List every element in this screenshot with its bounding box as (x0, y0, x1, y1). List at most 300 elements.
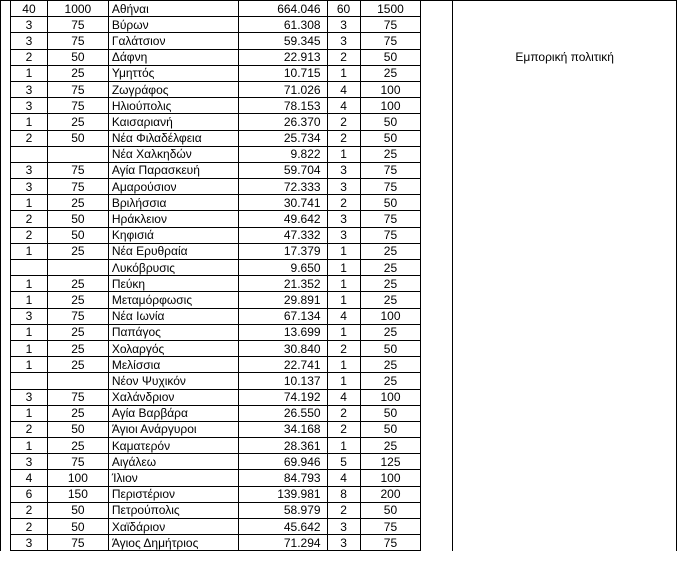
table-row (1, 324, 677, 340)
blank-cell (421, 405, 453, 421)
blank-cell (421, 438, 453, 454)
population-cell: 9.650 (238, 260, 327, 276)
amount-new-cell: 100 (360, 81, 421, 97)
amount-cell: 75 (47, 454, 108, 470)
population-cell: 72.333 (238, 179, 327, 195)
count-new-cell: 4 (327, 98, 360, 114)
row-edge-cell (1, 49, 11, 65)
table-row (1, 519, 677, 535)
row-edge-cell (1, 308, 11, 324)
note-cell (453, 389, 677, 405)
note-cell (453, 162, 677, 178)
municipality-cell: Νέον Ψυχικόν (108, 373, 238, 389)
count-cell: 2 (10, 130, 47, 146)
municipality-cell: Ζωγράφος (108, 81, 238, 97)
count-cell: 3 (10, 179, 47, 195)
row-edge-cell (1, 470, 11, 486)
count-new-cell: 2 (327, 130, 360, 146)
row-edge-cell (1, 98, 11, 114)
municipality-cell: Κηφισιά (108, 227, 238, 243)
amount-cell: 50 (47, 502, 108, 518)
population-cell: 17.379 (238, 243, 327, 259)
count-cell: 2 (10, 227, 47, 243)
municipality-cell: Ίλιον (108, 470, 238, 486)
population-cell: 28.361 (238, 438, 327, 454)
count-new-cell: 3 (327, 227, 360, 243)
table-row (1, 260, 677, 276)
municipality-cell: Γαλάτσιον (108, 33, 238, 49)
note-cell (453, 470, 677, 486)
count-cell: 1 (10, 276, 47, 292)
amount-cell (47, 146, 108, 162)
blank-cell (421, 486, 453, 502)
count-cell: 1 (10, 438, 47, 454)
count-new-cell: 4 (327, 81, 360, 97)
population-cell: 664.046 (238, 1, 327, 17)
population-cell: 84.793 (238, 470, 327, 486)
blank-cell (421, 389, 453, 405)
blank-cell (421, 227, 453, 243)
blank-cell (421, 146, 453, 162)
count-cell: 3 (10, 454, 47, 470)
row-edge-cell (1, 65, 11, 81)
count-new-cell: 3 (327, 33, 360, 49)
amount-cell: 50 (47, 227, 108, 243)
amount-cell: 75 (47, 17, 108, 33)
amount-cell: 25 (47, 357, 108, 373)
count-new-cell: 1 (327, 146, 360, 162)
row-edge-cell (1, 486, 11, 502)
count-new-cell: 3 (327, 162, 360, 178)
table-row (1, 243, 677, 259)
count-new-cell: 3 (327, 535, 360, 551)
count-new-cell: 4 (327, 470, 360, 486)
row-edge-cell (1, 130, 11, 146)
amount-cell: 25 (47, 405, 108, 421)
population-cell: 10.137 (238, 373, 327, 389)
note-cell (453, 454, 677, 470)
count-cell: 2 (10, 421, 47, 437)
count-cell: 40 (10, 1, 47, 17)
note-cell (453, 1, 677, 17)
count-new-cell: 4 (327, 308, 360, 324)
row-edge-cell (1, 227, 11, 243)
note-cell (453, 486, 677, 502)
count-cell: 1 (10, 324, 47, 340)
count-new-cell: 3 (327, 179, 360, 195)
note-cell (453, 373, 677, 389)
row-edge-cell (1, 357, 11, 373)
blank-cell (421, 98, 453, 114)
amount-new-cell: 200 (360, 486, 421, 502)
population-cell: 34.168 (238, 421, 327, 437)
population-cell: 45.642 (238, 519, 327, 535)
row-edge-cell (1, 1, 11, 17)
count-cell: 3 (10, 389, 47, 405)
municipality-cell: Νέα Φιλαδέλφεια (108, 130, 238, 146)
population-cell: 22.913 (238, 49, 327, 65)
amount-cell: 25 (47, 65, 108, 81)
amount-cell: 150 (47, 486, 108, 502)
table-row (1, 17, 677, 33)
amount-cell: 75 (47, 162, 108, 178)
blank-cell (421, 49, 453, 65)
table-row (1, 98, 677, 114)
population-cell: 59.704 (238, 162, 327, 178)
table-row (1, 535, 677, 551)
blank-cell (421, 502, 453, 518)
municipality-cell: Χαλάνδριον (108, 389, 238, 405)
municipality-cell: Μελίσσια (108, 357, 238, 373)
count-cell: 3 (10, 98, 47, 114)
count-cell: 2 (10, 502, 47, 518)
amount-cell: 50 (47, 421, 108, 437)
count-new-cell: 1 (327, 276, 360, 292)
amount-new-cell: 50 (360, 130, 421, 146)
count-new-cell: 2 (327, 49, 360, 65)
population-cell: 21.352 (238, 276, 327, 292)
municipality-cell: Αγία Παρασκευή (108, 162, 238, 178)
note-cell (453, 502, 677, 518)
amount-new-cell: 50 (360, 114, 421, 130)
count-new-cell: 8 (327, 486, 360, 502)
row-edge-cell (1, 243, 11, 259)
municipality-cell: Παπάγος (108, 324, 238, 340)
table-row (1, 1, 677, 17)
municipality-cell: Καισαριανή (108, 114, 238, 130)
note-cell (453, 519, 677, 535)
note-cell (453, 324, 677, 340)
row-edge-cell (1, 17, 11, 33)
population-cell: 58.979 (238, 502, 327, 518)
blank-cell (421, 373, 453, 389)
amount-cell: 75 (47, 33, 108, 49)
amount-new-cell: 75 (360, 211, 421, 227)
municipality-cell: Αμαρούσιον (108, 179, 238, 195)
municipality-cell: Νέα Ερυθραία (108, 243, 238, 259)
amount-new-cell: 50 (360, 340, 421, 356)
count-cell: 3 (10, 81, 47, 97)
count-new-cell: 1 (327, 324, 360, 340)
population-cell: 59.345 (238, 33, 327, 49)
table-row (1, 81, 677, 97)
blank-cell (421, 421, 453, 437)
count-cell: 1 (10, 114, 47, 130)
amount-new-cell: 75 (360, 519, 421, 535)
table-row (1, 33, 677, 49)
municipality-cell: Νέα Ιωνία (108, 308, 238, 324)
note-cell (453, 308, 677, 324)
count-cell: 1 (10, 357, 47, 373)
count-new-cell: 2 (327, 405, 360, 421)
count-cell: 3 (10, 33, 47, 49)
amount-cell: 100 (47, 470, 108, 486)
municipality-cell: Μεταμόρφωσις (108, 292, 238, 308)
population-cell: 71.294 (238, 535, 327, 551)
amount-cell: 75 (47, 81, 108, 97)
blank-cell (421, 454, 453, 470)
count-cell (10, 260, 47, 276)
population-cell: 61.308 (238, 17, 327, 33)
row-edge-cell (1, 146, 11, 162)
row-edge-cell (1, 389, 11, 405)
municipality-cell: Ηλιούπολις (108, 98, 238, 114)
amount-new-cell: 50 (360, 195, 421, 211)
population-cell: 13.699 (238, 324, 327, 340)
row-edge-cell (1, 324, 11, 340)
count-new-cell: 1 (327, 292, 360, 308)
population-cell: 9.822 (238, 146, 327, 162)
blank-cell (421, 195, 453, 211)
blank-cell (421, 162, 453, 178)
amount-cell: 50 (47, 130, 108, 146)
blank-cell (421, 65, 453, 81)
count-new-cell: 2 (327, 340, 360, 356)
count-cell: 3 (10, 17, 47, 33)
amount-new-cell: 25 (360, 243, 421, 259)
row-edge-cell (1, 114, 11, 130)
population-cell: 69.946 (238, 454, 327, 470)
count-cell: 1 (10, 65, 47, 81)
table-row (1, 421, 677, 437)
row-edge-cell (1, 211, 11, 227)
amount-cell: 25 (47, 195, 108, 211)
count-cell: 1 (10, 340, 47, 356)
table-row (1, 357, 677, 373)
population-cell: 49.642 (238, 211, 327, 227)
population-cell: 29.891 (238, 292, 327, 308)
note-cell (453, 227, 677, 243)
population-cell: 71.026 (238, 81, 327, 97)
amount-cell: 25 (47, 340, 108, 356)
note-cell (453, 438, 677, 454)
note-cell (453, 535, 677, 551)
amount-new-cell: 25 (360, 373, 421, 389)
blank-cell (421, 324, 453, 340)
note-cell (453, 211, 677, 227)
count-cell: 2 (10, 211, 47, 227)
blank-cell (421, 260, 453, 276)
municipality-cell: Λυκόβρυσις (108, 260, 238, 276)
count-new-cell: 1 (327, 373, 360, 389)
row-edge-cell (1, 33, 11, 49)
population-cell: 25.734 (238, 130, 327, 146)
table-row (1, 486, 677, 502)
note-cell (453, 276, 677, 292)
amount-new-cell: 1500 (360, 1, 421, 17)
amount-new-cell: 25 (360, 438, 421, 454)
count-cell (10, 146, 47, 162)
count-new-cell: 2 (327, 502, 360, 518)
municipality-cell: Αθήναι (108, 1, 238, 17)
row-edge-cell (1, 260, 11, 276)
amount-cell: 75 (47, 179, 108, 195)
count-cell: 6 (10, 486, 47, 502)
blank-cell (421, 81, 453, 97)
count-new-cell: 60 (327, 1, 360, 17)
amount-cell: 75 (47, 308, 108, 324)
municipality-cell: Αγία Βαρβάρα (108, 405, 238, 421)
count-cell: 1 (10, 195, 47, 211)
table-row (1, 308, 677, 324)
population-cell: 26.550 (238, 405, 327, 421)
amount-cell: 1000 (47, 1, 108, 17)
municipality-cell: Υμηττός (108, 65, 238, 81)
note-cell (453, 17, 677, 33)
municipality-cell: Άγιοι Ανάργυροι (108, 421, 238, 437)
count-new-cell: 1 (327, 243, 360, 259)
count-cell: 1 (10, 405, 47, 421)
note-cell (453, 405, 677, 421)
amount-new-cell: 50 (360, 49, 421, 65)
amount-cell: 25 (47, 276, 108, 292)
count-new-cell: 1 (327, 357, 360, 373)
amount-new-cell: 100 (360, 470, 421, 486)
row-edge-cell (1, 421, 11, 437)
table-row (1, 146, 677, 162)
count-new-cell: 1 (327, 260, 360, 276)
row-edge-cell (1, 405, 11, 421)
table-row (1, 227, 677, 243)
note-cell (453, 357, 677, 373)
count-new-cell: 3 (327, 519, 360, 535)
amount-new-cell: 25 (360, 276, 421, 292)
count-new-cell: 3 (327, 17, 360, 33)
amount-new-cell: 100 (360, 308, 421, 324)
population-cell: 10.715 (238, 65, 327, 81)
blank-cell (421, 243, 453, 259)
note-cell (453, 114, 677, 130)
municipality-cell: Χολαργός (108, 340, 238, 356)
table-row (1, 502, 677, 518)
municipality-cell: Βύρων (108, 17, 238, 33)
table-row (1, 438, 677, 454)
amount-cell: 50 (47, 519, 108, 535)
blank-cell (421, 340, 453, 356)
amount-new-cell: 25 (360, 292, 421, 308)
count-new-cell: 2 (327, 421, 360, 437)
table-row (1, 470, 677, 486)
note-cell (453, 243, 677, 259)
amount-cell: 75 (47, 535, 108, 551)
note-cell (453, 421, 677, 437)
count-cell: 3 (10, 535, 47, 551)
table-row (1, 454, 677, 470)
amount-cell: 75 (47, 389, 108, 405)
amount-new-cell: 75 (360, 33, 421, 49)
count-cell (10, 373, 47, 389)
count-new-cell: 1 (327, 438, 360, 454)
blank-cell (421, 130, 453, 146)
amount-cell (47, 373, 108, 389)
note-cell (453, 81, 677, 97)
amount-new-cell: 75 (360, 535, 421, 551)
table-row (1, 340, 677, 356)
blank-cell (421, 519, 453, 535)
table-row (1, 211, 677, 227)
note-cell (453, 146, 677, 162)
municipality-cell: Νέα Χαλκηδών (108, 146, 238, 162)
note-cell (453, 179, 677, 195)
row-edge-cell (1, 502, 11, 518)
table-row (1, 130, 677, 146)
blank-cell (421, 1, 453, 17)
amount-new-cell: 25 (360, 65, 421, 81)
amount-new-cell: 25 (360, 146, 421, 162)
row-edge-cell (1, 373, 11, 389)
table-row (1, 276, 677, 292)
municipality-cell: Περιστέριον (108, 486, 238, 502)
municipality-cell: Καματερόν (108, 438, 238, 454)
policy-note: Εμπορική πολιτική (453, 49, 677, 65)
blank-cell (421, 357, 453, 373)
municipality-cell: Χαϊδάριον (108, 519, 238, 535)
amount-cell: 25 (47, 114, 108, 130)
amount-cell: 25 (47, 324, 108, 340)
amount-cell: 75 (47, 98, 108, 114)
amount-new-cell: 100 (360, 98, 421, 114)
municipality-cell: Δάφνη (108, 49, 238, 65)
amount-new-cell: 75 (360, 227, 421, 243)
amount-new-cell: 50 (360, 502, 421, 518)
amount-cell: 50 (47, 211, 108, 227)
population-cell: 26.370 (238, 114, 327, 130)
count-cell: 1 (10, 243, 47, 259)
blank-cell (421, 470, 453, 486)
row-edge-cell (1, 292, 11, 308)
population-cell: 78.153 (238, 98, 327, 114)
population-cell: 30.840 (238, 340, 327, 356)
blank-cell (421, 535, 453, 551)
population-cell: 139.981 (238, 486, 327, 502)
blank-cell (421, 179, 453, 195)
count-cell: 3 (10, 308, 47, 324)
municipality-cell: Αιγάλεω (108, 454, 238, 470)
count-new-cell: 2 (327, 114, 360, 130)
blank-cell (421, 17, 453, 33)
table-row (1, 179, 677, 195)
population-cell: 30.741 (238, 195, 327, 211)
row-edge-cell (1, 454, 11, 470)
blank-cell (421, 211, 453, 227)
amount-new-cell: 75 (360, 162, 421, 178)
blank-cell (421, 308, 453, 324)
row-edge-cell (1, 438, 11, 454)
count-cell: 2 (10, 519, 47, 535)
municipality-cell: Πετρούπολις (108, 502, 238, 518)
amount-new-cell: 75 (360, 17, 421, 33)
table-row (1, 195, 677, 211)
row-edge-cell (1, 519, 11, 535)
row-edge-cell (1, 195, 11, 211)
table-row (1, 405, 677, 421)
amount-cell: 25 (47, 243, 108, 259)
table-row (1, 162, 677, 178)
count-new-cell: 2 (327, 195, 360, 211)
amount-new-cell: 125 (360, 454, 421, 470)
note-cell (453, 260, 677, 276)
amount-new-cell: 75 (360, 179, 421, 195)
amount-cell: 50 (47, 49, 108, 65)
note-cell (453, 98, 677, 114)
count-new-cell: 3 (327, 211, 360, 227)
count-cell: 3 (10, 162, 47, 178)
amount-cell: 25 (47, 438, 108, 454)
row-edge-cell (1, 535, 11, 551)
note-cell (453, 130, 677, 146)
row-edge-cell (1, 340, 11, 356)
note-cell (453, 292, 677, 308)
